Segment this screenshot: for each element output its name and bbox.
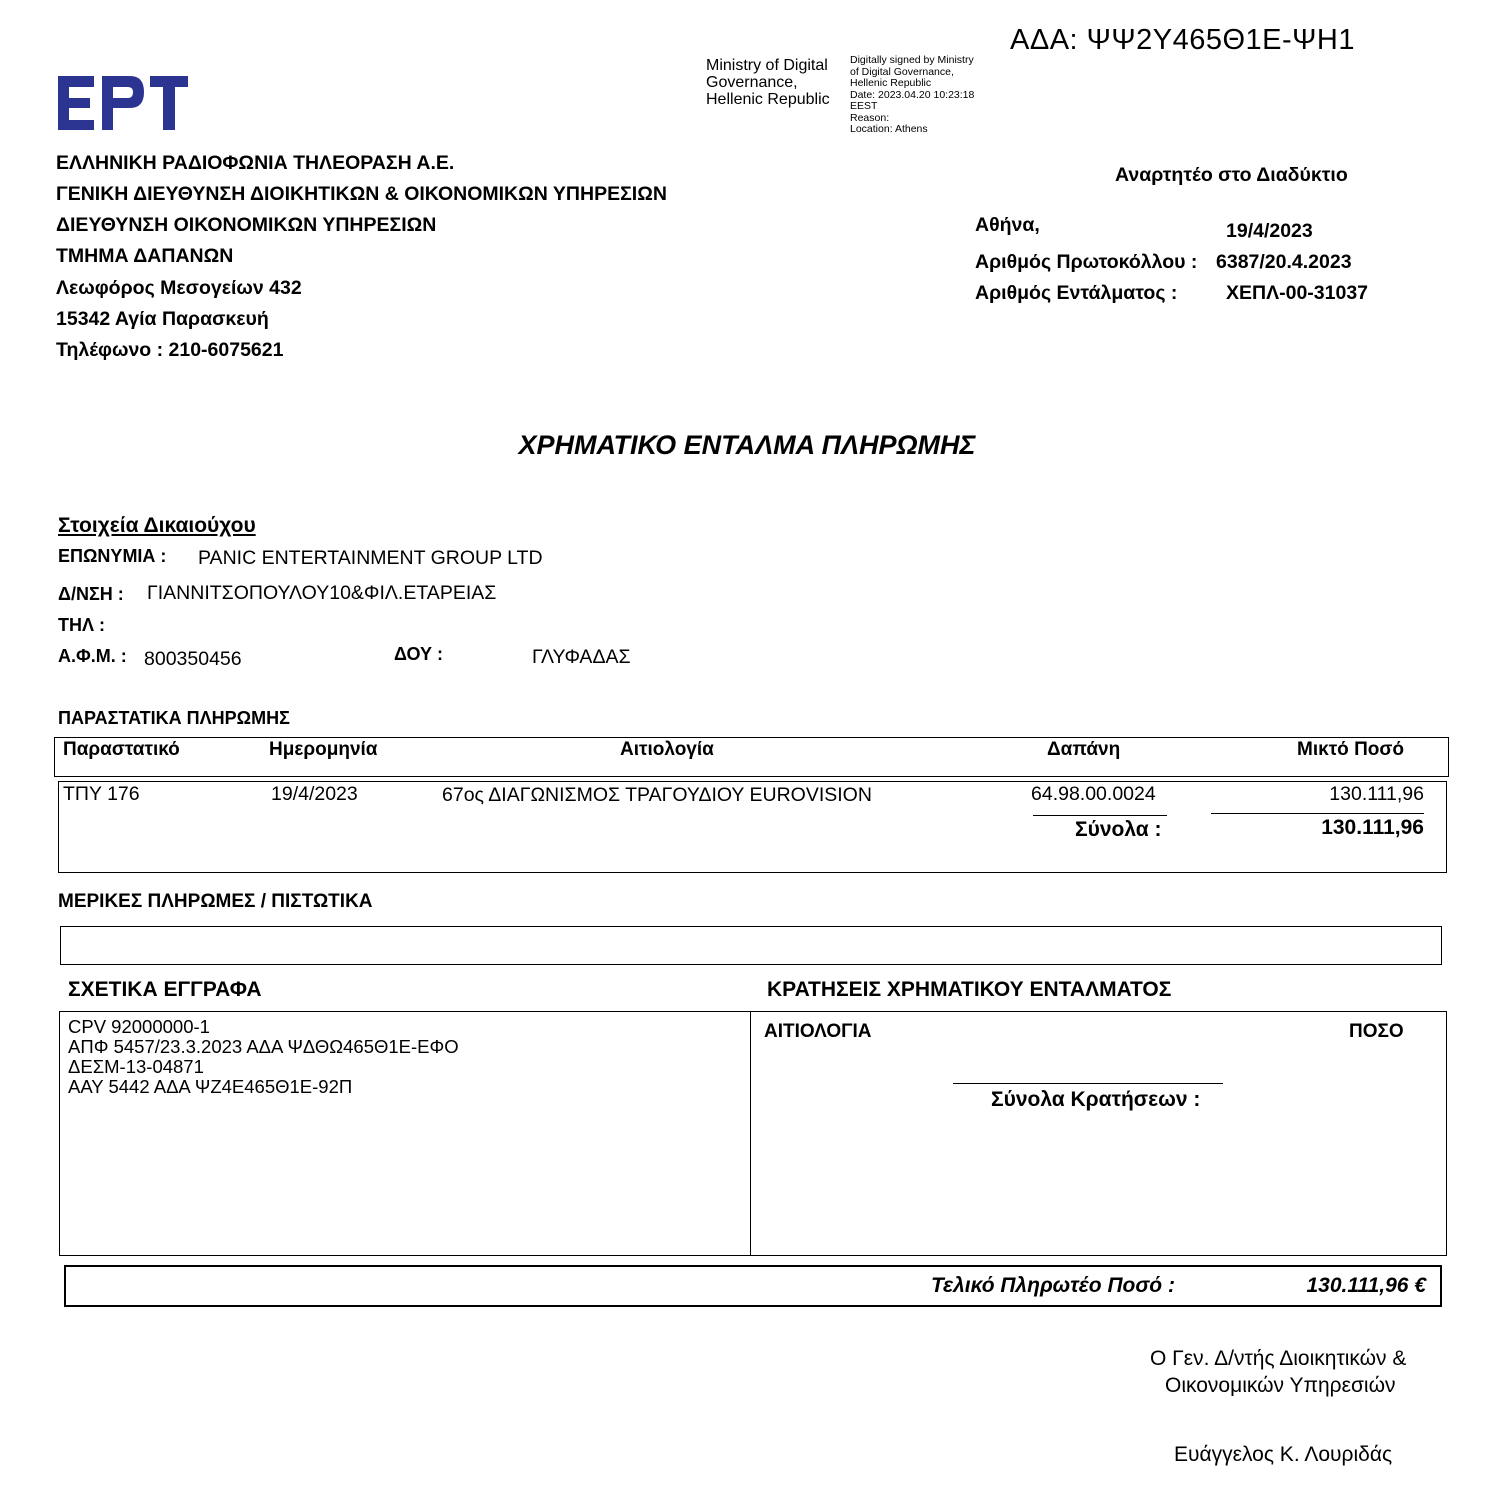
withholdings-totals-label: Σύνολα Κρατήσεων : (991, 1088, 1201, 1111)
row-document: ΤΠΥ 176 (63, 783, 140, 805)
org-phone: Τηλέφωνο : 210-6075621 (56, 339, 284, 361)
col-reason: Αιτιολογία (620, 739, 714, 760)
related-docs-heading: ΣΧΕΤΙΚΑ ΕΓΓΡΑΦΑ (68, 978, 262, 1001)
col-expense: Δαπάνη (1047, 739, 1121, 760)
document-date: 19/4/2023 (1226, 220, 1313, 242)
row-expense: 64.98.00.0024 (1031, 783, 1156, 805)
signatory-title-line2: Οικονομικών Υπηρεσιών (1165, 1374, 1396, 1397)
row-date: 19/4/2023 (271, 783, 358, 805)
org-department: ΤΜΗΜΑ ΔΑΠΑΝΩΝ (56, 245, 234, 267)
partial-payments-box (60, 926, 1442, 965)
totals-rule-left (1033, 815, 1167, 816)
doy-label: ΔΟΥ : (394, 644, 443, 664)
phone-label: ΤΗΛ : (58, 615, 105, 635)
name-label: ΕΠΩΝΥΜΙΑ : (58, 546, 167, 566)
col-gross-amount: Μικτό Ποσό (1297, 739, 1404, 760)
signer-ministry: Ministry of Digital Governance, Hellenic Republic (706, 57, 830, 108)
beneficiary-afm: 800350456 (144, 648, 242, 670)
beneficiary-address: ΓΙΑΝΝΙΤΣΟΠΟΥΛΟΥ10&ΦΙΛ.ΕΤΑΡΕΙΑΣ (147, 582, 497, 604)
address-label: Δ/ΝΣΗ : (58, 584, 124, 604)
protocol-value: 6387/20.4.2023 (1216, 251, 1352, 273)
related-doc-line: ΔΕΣΜ-13-04871 (68, 1056, 204, 1077)
org-directorate: ΔΙΕΥΘΥΝΣΗ ΟΙΚΟΝΟΜΙΚΩΝ ΥΠΗΡΕΣΙΩΝ (56, 214, 437, 236)
related-doc-line: ΑΑΥ 5442 ΑΔΑ ΨΖ4Ε465Θ1Ε-92Π (68, 1076, 353, 1097)
payment-docs-header-box (54, 737, 1449, 777)
beneficiary-name: PANIC ENTERTAINMENT GROUP LTD (198, 547, 543, 569)
totals-value: 130.111,96 (1321, 816, 1424, 839)
row-amount: 130.111,96 (1329, 783, 1424, 805)
final-amount-value: 130.111,96 € (1306, 1274, 1426, 1297)
warrant-value: ΧΕΠΛ-00-31037 (1226, 282, 1369, 304)
beneficiary-heading: Στοιχεία Δικαιούχου (58, 514, 256, 537)
posting-note: Αναρτητέο στο Διαδύκτιο (1115, 164, 1348, 186)
afm-label: Α.Φ.Μ. : (58, 646, 127, 666)
col-date: Ημερομηνία (269, 739, 378, 760)
place-label: Αθήνα, (975, 214, 1040, 236)
org-city: 15342 Αγία Παρασκευή (56, 308, 269, 330)
related-withholdings-divider (750, 1012, 751, 1255)
signatory-title-line1: Ο Γεν. Δ/ντής Διοικητικών & (1150, 1347, 1407, 1370)
ada-code: ΑΔΑ: ΨΨ2Υ465Θ1Ε-ΨΗ1 (1010, 24, 1355, 56)
withholdings-col-amount: ΠΟΣΟ (1349, 1021, 1404, 1042)
beneficiary-doy: ΓΛΥΦΑΔΑΣ (532, 646, 631, 668)
final-amount-box (64, 1265, 1442, 1307)
ert-logo (56, 60, 192, 140)
org-general-directorate: ΓΕΝΙΚΗ ΔΙΕΥΘΥΝΣΗ ΔΙΟΙΚΗΤΙΚΩΝ & ΟΙΚΟΝΟΜΙΚΩΝ ΥΠΗΡΕΣΙΩΝ (56, 183, 667, 205)
warrant-label: Αριθμός Εντάλματος : (975, 282, 1178, 304)
signatory-name: Ευάγγελος Κ. Λουριδάς (1174, 1443, 1393, 1466)
org-street: Λεωφόρος Μεσογείων 432 (56, 277, 302, 299)
totals-label: Σύνολα : (1075, 818, 1162, 841)
col-document: Παραστατικό (63, 739, 180, 760)
related-doc-line: CPV 92000000-1 (68, 1016, 210, 1037)
withholdings-heading: ΚΡΑΤΗΣΕΙΣ ΧΡΗΜΑΤΙΚΟΥ ΕΝΤΑΛΜΑΤΟΣ (767, 978, 1172, 1001)
page-title: ΧΡΗΜΑΤΙΚΟ ΕΝΤΑΛΜΑ ΠΛΗΡΩΜΗΣ (518, 430, 976, 460)
withholdings-col-reason: ΑΙΤΙΟΛΟΓΙΑ (764, 1021, 872, 1042)
partial-payments-heading: ΜΕΡΙΚΕΣ ΠΛΗΡΩΜΕΣ / ΠΙΣΤΩΤΙΚΑ (58, 891, 373, 912)
org-name: ΕΛΛΗΝΙΚΗ ΡΑΔΙΟΦΩΝΙΑ ΤΗΛΕΟΡΑΣΗ Α.Ε. (56, 152, 455, 174)
row-reason: 67ος ΔΙΑΓΩΝΙΣΜΟΣ ΤΡΑΓΟΥΔΙΟΥ EUROVISION (442, 784, 872, 806)
protocol-label: Αριθμός Πρωτοκόλλου : (975, 251, 1198, 273)
related-doc-line: ΑΠΦ 5457/23.3.2023 ΑΔΑ ΨΔΘΩ465Θ1Ε-ΕΦΟ (68, 1036, 459, 1057)
withholdings-totals-rule (953, 1083, 1223, 1084)
digital-signature-stamp: Digitally signed by Ministry of Digital Governance, Hellenic Republic Date: 2023.04.20 10:23:18 EEST Reason: Location: Athens (850, 54, 975, 135)
totals-rule-right (1211, 813, 1424, 814)
payment-docs-heading: ΠΑΡΑΣΤΑΤΙΚΑ ΠΛΗΡΩΜΗΣ (58, 708, 290, 728)
final-amount-label: Τελικό Πληρωτέο Ποσό : (931, 1274, 1175, 1297)
